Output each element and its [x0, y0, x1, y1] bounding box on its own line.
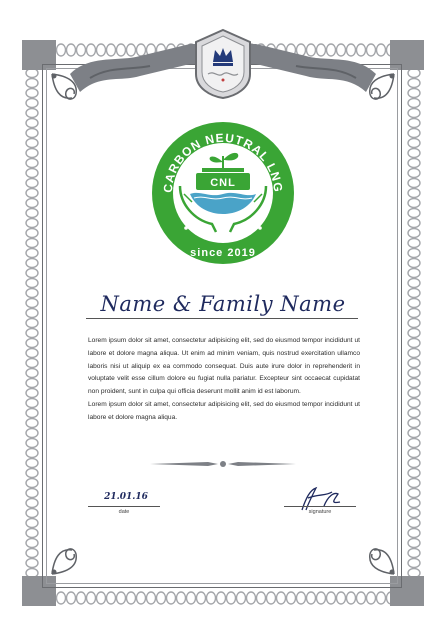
- crown-crest-icon: [192, 28, 254, 100]
- recipient-name: Name & Family Name: [100, 292, 346, 316]
- corner-ornament-top-right: [348, 70, 398, 120]
- logo-since-text: since 2019: [190, 247, 256, 259]
- corner-ornament-bottom-right: [348, 528, 398, 578]
- bottom-chain-border: [56, 590, 390, 606]
- corner-ornament-top-left: [48, 70, 98, 120]
- right-chain-border: [406, 68, 422, 578]
- logo-arc-text: CARBON NEUTRAL LNG: [160, 130, 286, 194]
- name-underline: [86, 318, 358, 319]
- body-paragraph-1: Lorem ipsum dolor sit amet, consectetur adipisicing elit, sed do eiusmod tempor incididunt ut labore et dolore magna aliqua. Ut enim ad minim veniam, quis nostrud exercitation ullamco laboris nisi ut aliquip ex ea commodo consequat. Duis aute irure dolor in reprehenderit in voluptate velit esse cillum dolore eu fugiat nulla pariatur. Excepteur sint occaecat cupidatat non proident, sunt in culpa qui officia deserunt mollit anim id est laborum.: [88, 337, 360, 396]
- certificate-body: [88, 335, 360, 425]
- signature-scribble: [288, 484, 348, 512]
- ornamental-divider: [148, 458, 298, 470]
- signature-line: [284, 506, 356, 507]
- body-paragraph-2: Lorem ipsum dolor sit amet, consectetur adipisicing elit, sed do eiusmod tempor incididunt ut labore et dolore magna aliqua.: [88, 400, 360, 421]
- logo-abbreviation: CNL: [210, 177, 236, 189]
- corner-ornament-bottom-left: [48, 528, 98, 578]
- cnl-logo: [150, 120, 296, 266]
- left-chain-border: [24, 68, 40, 578]
- date-label: date: [118, 509, 130, 515]
- signature-label: signature: [308, 509, 332, 515]
- date-value: 21.01.16: [104, 492, 148, 502]
- date-line: [88, 506, 160, 507]
